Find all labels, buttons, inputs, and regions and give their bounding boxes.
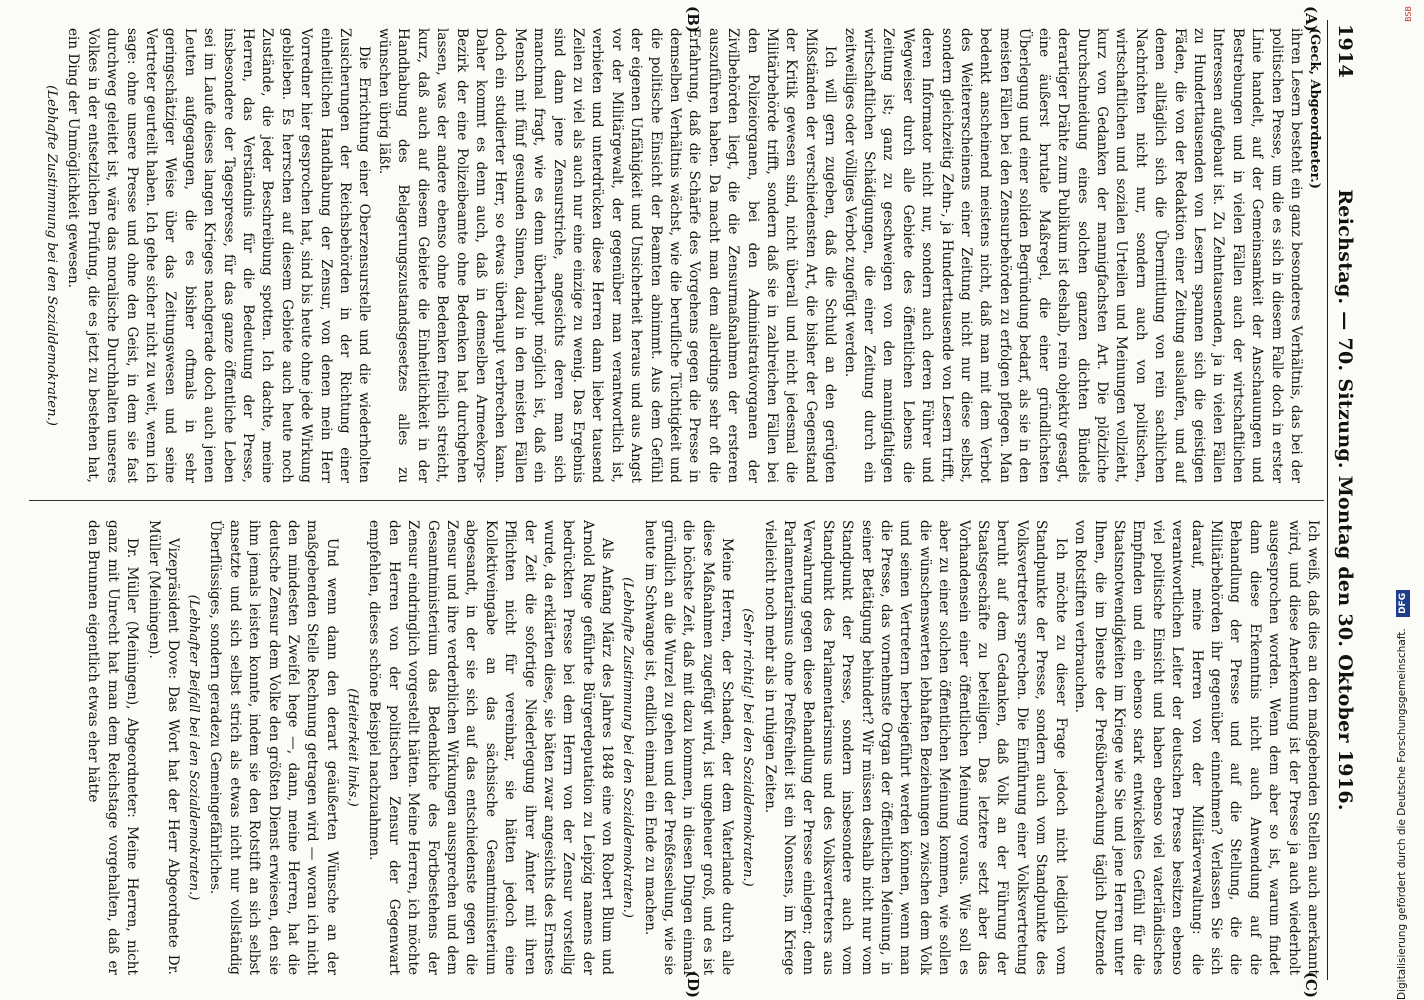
page-header [1327,20,1362,980]
interjection: (Lebhafte Zustimmung bei den Sozialdemokraten.) [620,577,636,918]
paragraph: ihren Lesern besteht ein ganz besonderes Verhältnis, das bei der politischen Presse, um die es sich in diesem Falle doch in erster Linie handelt, auf der Gemeinsamkeit der Anschauungen und Bestrebungen und in vielen Fällen auch der wirtschaftlichen Interessen aufgebaut ist. Zu Zehntausenden, ja in vielen Fällen zu Hunderttausenden von Lesern spannen sich die geistigen Fäden, die von der Redaktion einer Zeitung auslaufen, und auf denen alltäglich sich die Übermittlung von rein sachlichen Nachrichten nicht nur, sondern auch von politischen, wirtschaftlichen und sozialen Urteilen und Meinungen vollzieht, kurz von Gedanken der mannigfachsten Art. Die plötzliche Durchschneidung eines solchen ganzen dichten Bündels derartiger Drähte zum Publikum ist deshalb, rein objektiv gesagt, eine äußerst brutale Maßregel, die einer gründlichsten Überlegung und einer soliden Begründung bedarf, als sie in den meisten Fällen bei den Zensurbehörden zu erfolgen pflegen. Man bedenkt anscheinend meistens nicht, daß man mit dem Verbot des Weitererscheinens einer Zeitung nicht nur diese selbst, sondern gleichzeitig Zehn-, ja Hunderttausende von Lesern trifft, deren Informator nicht nur, sondern auch deren Führer und Wegweiser durch alle Gebiete des öffentlichen Lebens die Zeitung ist; ganz zu geschweigen von den mannigfaltigen wirtschaftlichen Schädigungen, die einer Zeitung durch ein zeitweiliges oder völliges Verbot zugefügt werden. [841,28,1304,483]
dfg-logo: DFG [1396,590,1410,617]
margin-marker-c: (C) [1302,971,1320,998]
page-number: 1914 [1334,24,1356,79]
chair-statement: Vizepräsident Dove: Das Wort hat der Herr Abgeordnete Dr. Müller (Meiningen). [145,520,182,975]
speaker-label: (Geck, Abgeordneter.) [1307,28,1322,189]
interjection: (Lebhafte Zustimmung bei den Sozialdemokraten.) [44,85,59,426]
paragraph: Als Anfang März des Jahres 1848 eine von Robert Blum und Arnold Ruge geführte Bürgerdeputation zu Leipzig namens der bedrückten Presse bei dem Herrn von der Zensur vorstellig wurde, da erklärten diese, sie bäten zwar angesichts des Ernstes der Zeit die sofortige Niederlegung ihrer Ämter mit ihren Pflichten nicht für vereinbar, sie hätten jedoch eine Kollektiveingabe an das sächsische Gesamtministerium abgesandt, in der sie sich auf das entschiedenste gegen die Zensur und ihre verderblichen Wirkungen aussprechen und dem Gesamtministerium das Bedenkliche des Fortbestehens der Zensur eindringlich vorgestellt hätten. Meine Herren, ich möchte den Herren von der politischen Zensur der Gegenwart empfehlen, dieses schöne Beispiel nachzuahmen. [366,520,616,975]
interjection: (Sehr richtig! bei den Sozialdemokraten.) [740,608,756,887]
page-title: Reichstag. — 70. Sitzung. Montag den 30. Oktober 1916. [1334,189,1356,811]
interjection: (Lebhafter Beifall bei den Sozialdemokraten.) [186,594,202,901]
library-tag: BSB [1404,6,1413,22]
left-column [32,28,1322,483]
speaker-statement: Dr. Müller (Meiningen), Abgeordneter: Meine Herren, nicht ganz mit Unrecht hat man dem Reichstage vorgehalten, daß er den Brunnen eigentlich etwas eher hätte [85,520,141,975]
paragraph: Ich weiß, daß dies an den maßgebenden Stellen auch anerkannt wird, und diese Anerkennung ist der Presse ja auch wiederholt ausgesprochen worden. Wenn dem aber so ist, warum findet dann diese Erkenntnis nicht auch Anwendung auf die Behandlung der Presse und auf die Stellung, die die Militärbehörden ihr gegenüber einnehmen? Verlassen Sie sich darauf, meine Herren von der Militärverwaltung: die verantwortlichen Leiter der deutschen Presse besitzen ebenso viel politische Einsicht und haben ebenso viel vaterländisches Empfinden und ein ebenso stark entwickeltes Gefühl für die Staatsnotwendigkeiten im Kriege wie Sie und jene Herren unter Ihnen, die im Dienste der Preßüberwachung täglich Dutzende von Rotstiften verbrauchen. [1072,520,1321,975]
digitization-credit [1393,0,1411,1000]
paragraph: Die Errichtung einer Oberzensurstelle und die wiederholten Zusicherungen der Reichsbehörden in der Richtung einer einheitlichen Handhabung der Zensur, von denen mein Herr Vorredner hier gesprochen hat, sind bis heute ohne jede Wirkung geblieben. Es herrschen auf diesem Gebiete auch heute noch Zustände, die jeder Beschreibung spotten. Ich dachte, meine Herren, das Verständnis für die Bedeutung der Presse, insbesondere der Tagespresse, für das ganze öffentliche Leben sei im Laufe dieses langen Krieges nachgerade doch auch jenen Leuten aufgegangen, die es bisher oftmals in sehr geringschätziger Weise über das Zeitungswesen und seine Vertreter geurteilt haben. Ich gehe sicher nicht zu weit, wenn ich sage: ohne unsere Presse und ohne den Geist, in dem sie fast durchweg geleitet ist, wäre das moralische Durchhalten unseres Volkes in der entsetzlichen Prüfung, die es jetzt zu bestehen hat, ein Ding der Unmöglichkeit gewesen. [65,28,373,483]
margin-marker-d: (D) [684,970,702,998]
paragraph: Meine Herren, der Schaden, der dem Vaterlande durch alle diese Maßnahmen zugefügt wird, ist ungeheuer groß, und es ist die höchste Zeit, daß mit dazu kommen, in diesen Dingen einmal gründlich an die Wurzel zu gehen und der Preßfesselung, wie sie heute im Schwange ist, endlich einmal ein Ende zu machen. [641,520,736,975]
paragraph: Ich will gern zugeben, daß die Schuld an den gerügten Mißständen der verschiedensten Art, die bisher der Gegenstand der Kritik gewesen sind, nicht überall und nicht jedesmal die Militärbehörde trifft, sondern daß sie in zahlreichen Fällen bei den Polizeiorganen, bei den Administrativorganen der Zivilbehörden liegt, die die Zensurmaßnahmen der ersteren auszuführen haben. Da macht man dem allerdings sehr oft die Erfahrung, daß die Schärfe des Vorgehens gegen die Presse in demselben Verhältnis wächst, wie die berufliche Tüchtigkeit und die politische Einsicht der Beamten abnimmt. Aus dem Gefühl der eigenen Unfähigkeit und Unsicherheit heraus und aus Angst vor der Militärgewalt, der gegenüber man verantwortlich ist, verbieten und unterdrücken diese Herren dann lieber tausend Zeilen zu viel als auch nur eine einzige zu wenig. Das Ergebnis sind dann jene Zensurstriche, angesichts deren man sich manchmal fragt, wie es denn überhaupt möglich ist, daß ein Mensch mit fünf gesunden Sinnen, dazu in den meisten Fällen doch ein studierter Herr, so etwas überhaupt verbrechen kann. Daher kommt es denn auch, daß in demselben Armeekorps-Bezirk der eine Polizeibeamte ohne Bedenken hat durchgehen lassen, was der andere ebenso ohne Bedenken freilich streicht, kurz, daß auch auf diesem Gebiete die Einheitlichkeit in der Handhabung des Belagerungszustandsgesetzes alles zu wünschen übrig läßt. [375,28,839,483]
margin-marker-b: (B) [684,6,702,33]
paragraph: Ich möchte zu dieser Frage jedoch nicht lediglich vom Standpunkte der Presse, sondern auch vom Standpunkte des Volksvertreters sprechen. Die Einführung einer Volksvertretung beruht auf dem Gedanken, daß Volk an der Führung der Staatsgeschäfte zu beteiligen. Das letztere setzt aber das Vorhandensein einer öffentlichen Meinung voraus. Wie soll es aber zu einer solchen öffentlichen Meinung kommen, wie sollen die wünschenswerten lebhaften Beziehungen zwischen dem Volk und seinen Vertretern herbeigeführt werden können, wenn man die Presse, das vornehmste Organ der öffentlichen Meinung, in seiner Betätigung behindert? Wir müssen deshalb nicht nur vom Standpunkt der Presse, sondern insbesondere auch vom Standpunkt des Parlamentarismus und des Volksvertreters aus Verwahrung gegen diese Behandlung der Presse einlegen; denn Parlamentarismus ohne Preßfreiheit ist ein Nonsens, im Kriege vielleicht noch mehr als in ruhigen Zeiten. [761,520,1069,975]
rotated-page [12,0,1372,1000]
paragraph: Und wenn dann den derart geäußerten Wünsche an der maßgebenden Stelle Rechnung getragen wird — woran ich nicht den mindesten Zweifel hege —, dann, meine Herren, hat die deutsche Zensur dem Volke den größten Dienst erwiesen, den sie ihm jemals leisten konnte, indem sie den Rotstift an sich selbst ansetzte und sich selbst strich als etwas nicht nur vollständig Überflüssiges, sondern geradezu Gemeingefährliches. [207,520,340,975]
interjection: (Heiterkeit links.) [344,688,360,807]
margin-marker-a: (A) [1302,6,1320,32]
column-divider [29,500,1324,501]
right-column [32,520,1322,975]
credit-text: Digitalisierung gefördert durch die Deutsche Forschungsgemeinschaft. [1396,628,1408,1000]
